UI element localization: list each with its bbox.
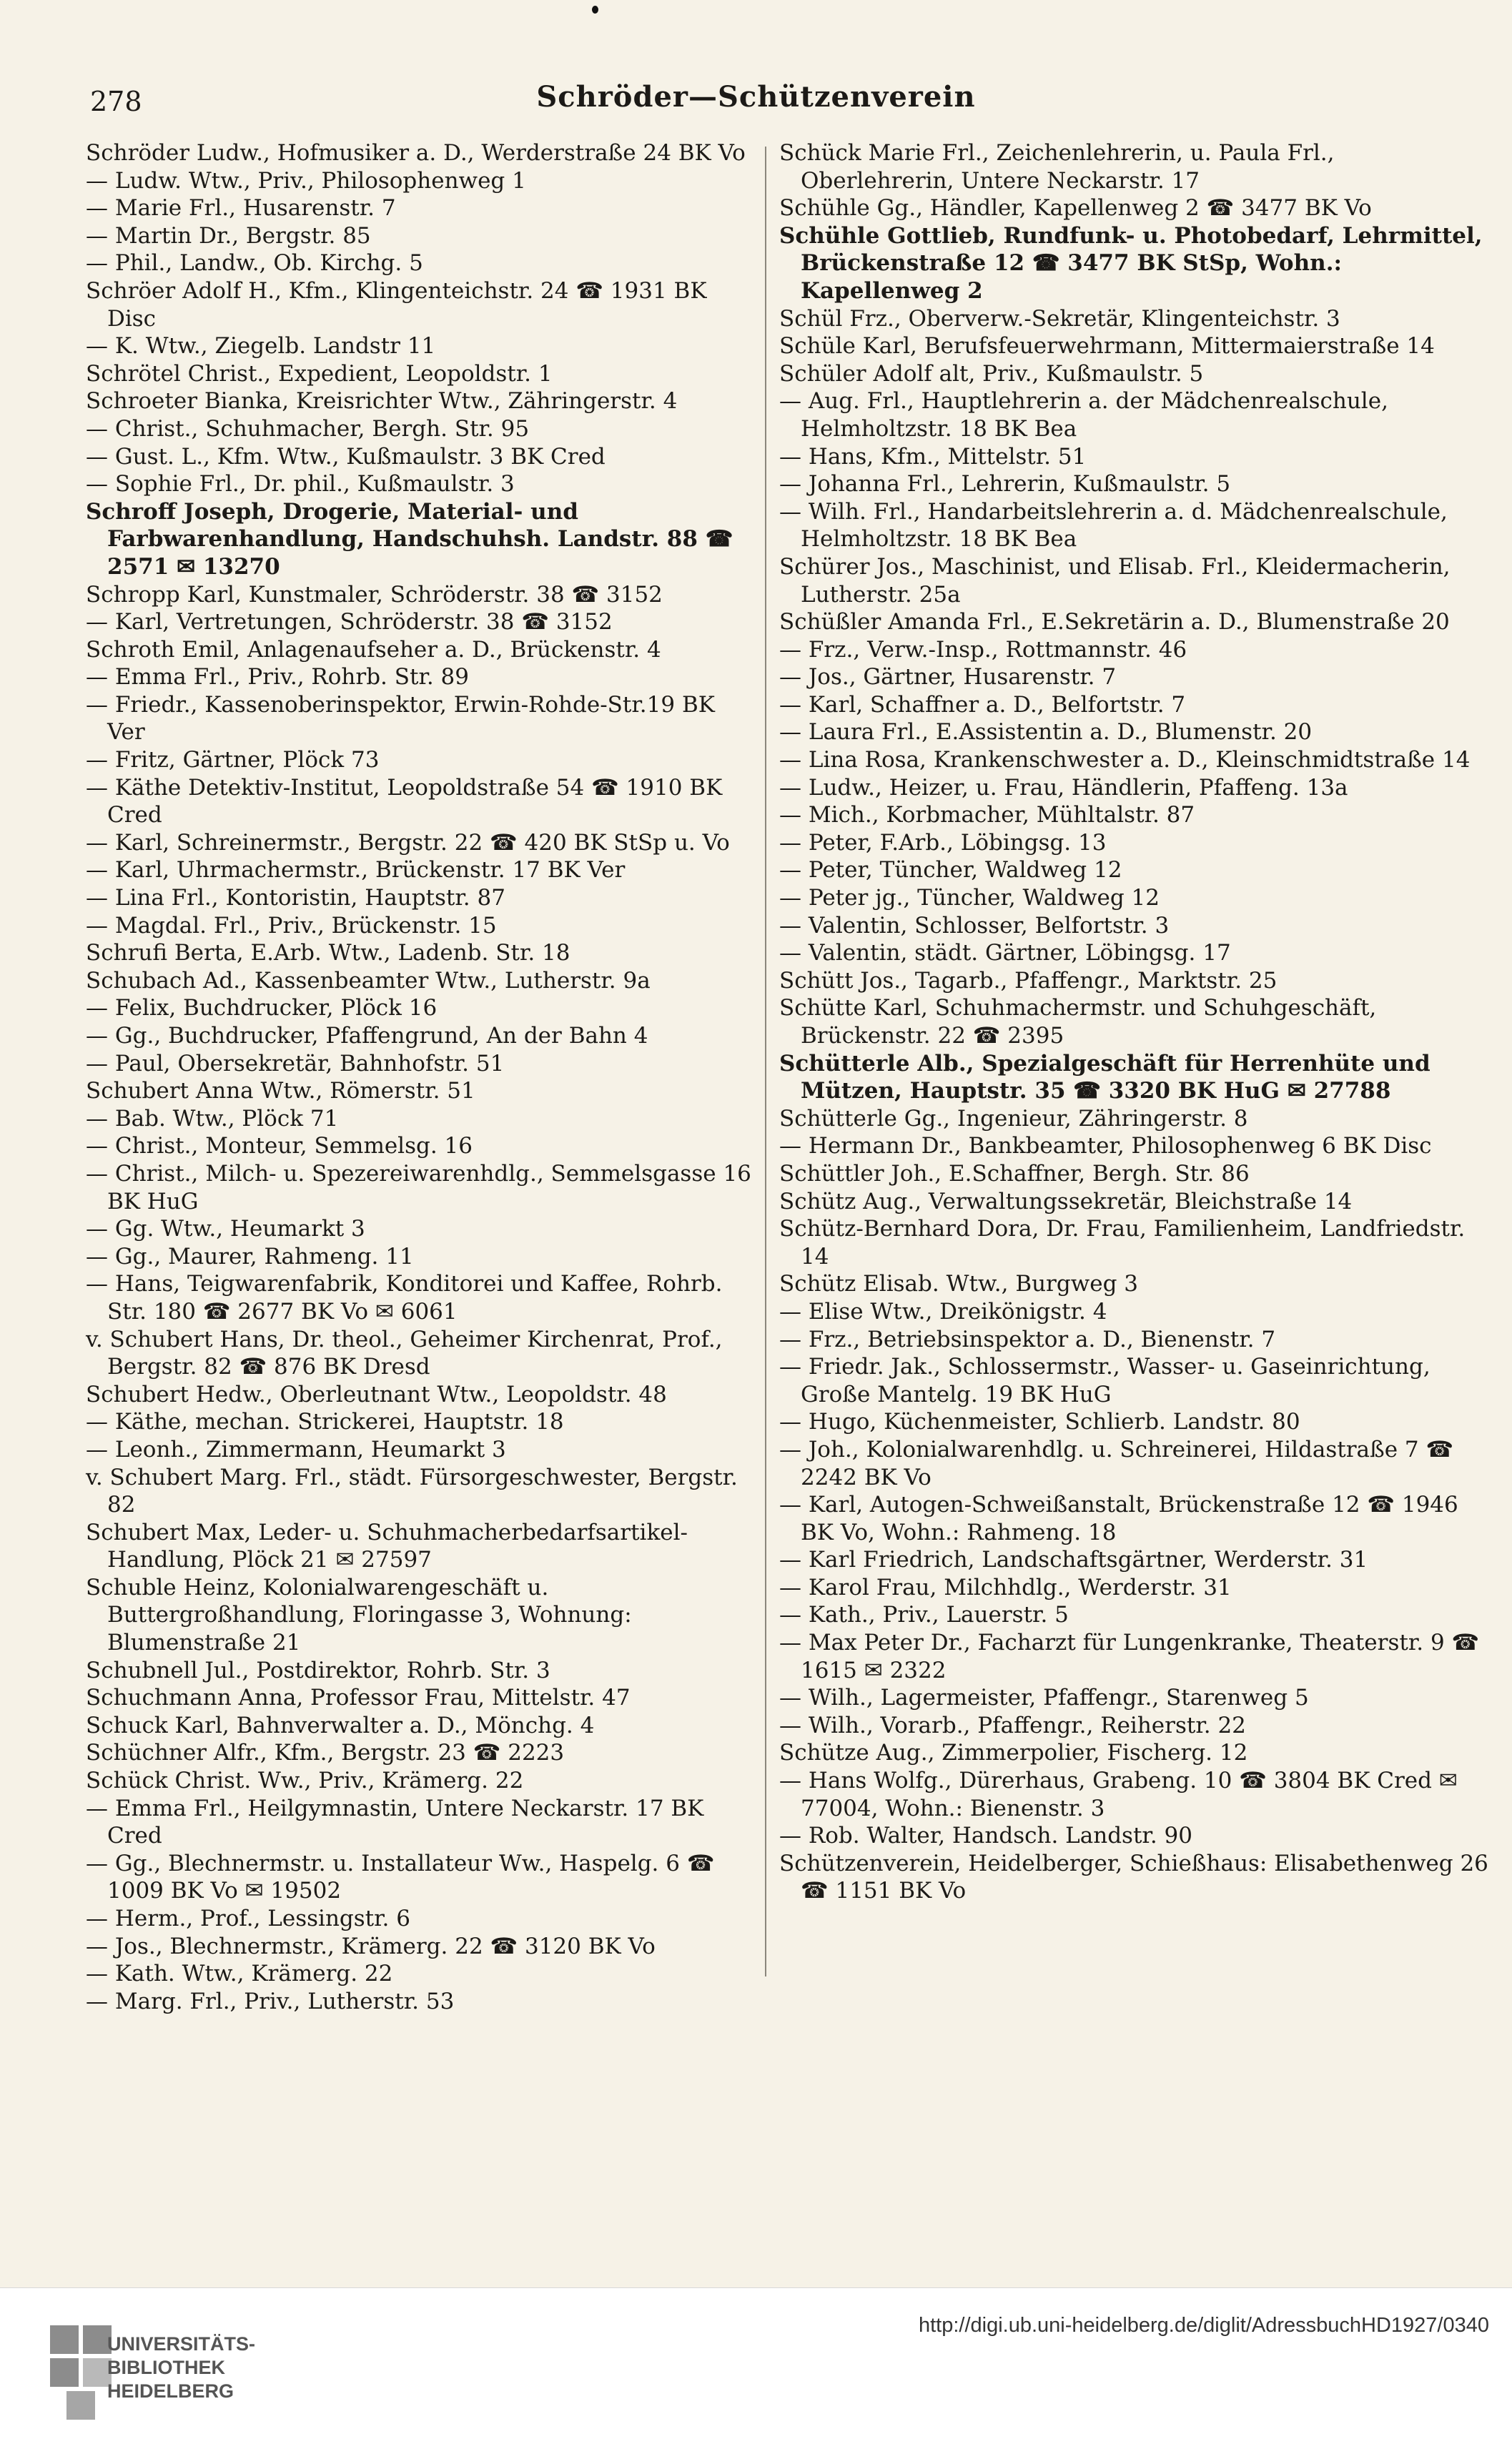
directory-entry (779, 1546, 1491, 1574)
entry-text: — Kath., Priv., Lauerstr. 5 (779, 1602, 1069, 1628)
entry-text: — Christ., Monteur, Semmelsg. 16 (86, 1133, 473, 1159)
entry-text: Schrufi Berta, E.Arb. Wtw., Ladenb. Str. 18 (86, 940, 570, 966)
directory-entry (86, 1850, 758, 1905)
directory-entry (86, 1381, 758, 1409)
directory-entry (86, 1326, 758, 1381)
directory-entry (86, 1712, 758, 1740)
directory-entry (779, 1850, 1491, 1905)
directory-entry (779, 222, 1491, 305)
entry-text: — Jos., Blechnermstr., Krämerg. 22 ☎ 3120 BK Vo (86, 1933, 656, 1959)
directory-entry (86, 222, 758, 250)
library-name-line: UNIVERSITÄTS- (107, 2333, 256, 2355)
library-name-line: HEIDELBERG (107, 2380, 234, 2402)
entry-text: — Hugo, Küchenmeister, Schlierb. Landstr. 80 (779, 1409, 1300, 1435)
directory-entry (779, 884, 1491, 912)
directory-entry (86, 1739, 758, 1767)
directory-entry (86, 1574, 758, 1657)
entry-text: Schrötel Christ., Expedient, Leopoldstr. 1 (86, 360, 553, 387)
directory-entry (779, 332, 1491, 360)
directory-entry (86, 1270, 758, 1325)
entry-text: Schütz-Bernhard Dora, Dr. Frau, Familienheim, Landfriedstr. 14 (779, 1216, 1466, 1270)
entry-text: — Karl, Schaffner a. D., Belfortstr. 7 (779, 691, 1186, 718)
entry-text: — Rob. Walter, Handsch. Landstr. 90 (779, 1823, 1192, 1849)
directory-entry (86, 663, 758, 691)
directory-entry (779, 1822, 1491, 1850)
directory-entry (86, 360, 758, 388)
entry-text: — Friedr. Jak., Schlossermstr., Wasser- u. Gaseinrichtung, Große Mantelg. 19 BK HuG (779, 1354, 1431, 1407)
entry-text: Schütze Aug., Zimmerpolier, Fischerg. 12 (779, 1740, 1248, 1766)
directory-entry (779, 1160, 1491, 1188)
directory-entry (779, 1601, 1491, 1629)
directory-entry (779, 387, 1491, 442)
entry-text: — Gg., Buchdrucker, Pfaffengrund, An der Bahn 4 (86, 1023, 648, 1049)
directory-entry (779, 746, 1491, 774)
directory-entry (86, 194, 758, 222)
entry-text: Schuchmann Anna, Professor Frau, Mittelstr. 47 (86, 1685, 631, 1711)
entry-text: — Karol Frau, Milchhdlg., Werderstr. 31 (779, 1574, 1232, 1600)
entry-text: — Peter, Tüncher, Waldweg 12 (779, 857, 1122, 884)
directory-entry (86, 167, 758, 195)
entry-text: Schuble Heinz, Kolonialwarengeschäft u. Buttergroßhandlung, Floringasse 3, Wohnung: Blumenstraße 21 (86, 1574, 632, 1656)
entry-text: — Hans Wolfg., Dürerhaus, Grabeng. 10 ☎ 3804 BK Cred ✉ 77004, Wohn.: Bienenstr. 3 (779, 1768, 1458, 1821)
entry-text: Schüttler Joh., E.Schaffner, Bergh. Str. 86 (779, 1160, 1250, 1187)
entry-text: — K. Wtw., Ziegelb. Landstr 11 (86, 333, 436, 360)
entry-text: — Peter, F.Arb., Löbingsg. 13 (779, 829, 1107, 856)
entry-text: — Marie Frl., Husarenstr. 7 (86, 195, 396, 222)
entry-text: — Phil., Landw., Ob. Kirchg. 5 (86, 250, 423, 277)
directory-entry (86, 746, 758, 774)
directory-entry (779, 1215, 1491, 1270)
entry-text: — Peter jg., Tüncher, Waldweg 12 (779, 885, 1160, 911)
entry-text: Schürer Jos., Maschinist, und Elisab. Frl., Kleidermacherin, Lutherstr. 25a (779, 553, 1451, 608)
entry-text: Schützenverein, Heidelberger, Schießhaus: Elisabethenweg 26 ☎ 1151 BK Vo (779, 1850, 1488, 1904)
entry-text: — Ludw. Wtw., Priv., Philosophenweg 1 (86, 167, 526, 194)
directory-entry (86, 1160, 758, 1215)
directory-entry (779, 1353, 1491, 1408)
directory-entry (779, 663, 1491, 691)
entry-text: — Gg., Blechnermstr. u. Installateur Ww., Haspelg. 6 ☎ 1009 BK Vo ✉ 19502 (86, 1850, 715, 1904)
directory-entry (86, 1933, 758, 1961)
entry-text: Schubach Ad., Kassenbeamter Wtw., Lutherstr. 9a (86, 967, 651, 994)
ink-dot (592, 6, 598, 14)
directory-entry (779, 691, 1491, 719)
entry-text: Schütterle Gg., Ingenieur, Zähringerstr. 8 (779, 1105, 1248, 1132)
directory-entry (86, 1684, 758, 1712)
directory-entry (779, 1270, 1491, 1298)
entry-text: — Johanna Frl., Lehrerin, Kußmaulstr. 5 (779, 471, 1231, 498)
entry-text: — Karl, Schreinermstr., Bergstr. 22 ☎ 420 BK StSp u. Vo (86, 829, 730, 856)
entry-text: — Valentin, Schlosser, Belfortstr. 3 (779, 912, 1170, 939)
entry-text: Schühle Gg., Händler, Kapellenweg 2 ☎ 3477 BK Vo (779, 195, 1372, 222)
directory-entry (86, 249, 758, 277)
directory-entry (86, 1464, 758, 1519)
directory-entry (779, 139, 1491, 194)
directory-entry (779, 443, 1491, 471)
directory-entry (779, 1436, 1491, 1491)
entry-text: Schück Christ. Ww., Priv., Krämerg. 22 (86, 1768, 524, 1794)
directory-entry (86, 1050, 758, 1078)
entry-text: — Frz., Verw.-Insp., Rottmannstr. 46 (779, 636, 1187, 663)
directory-entry (86, 1077, 758, 1105)
directory-entry (86, 939, 758, 967)
directory-entry (86, 1436, 758, 1464)
entry-text: — Max Peter Dr., Facharzt für Lungenkranke, Theaterstr. 9 ☎ 1615 ✉ 2322 (779, 1630, 1480, 1683)
entry-text: — Karl, Uhrmachermstr., Brückenstr. 17 BK Ver (86, 857, 626, 884)
directory-entry (86, 912, 758, 940)
directory-entry (779, 856, 1491, 884)
entry-text: — Fritz, Gärtner, Plöck 73 (86, 747, 380, 773)
entry-text: — Joh., Kolonialwarenhdlg. u. Schreinerei, Hildastraße 7 ☎ 2242 BK Vo (779, 1436, 1454, 1490)
entry-text: — Hans, Teigwarenfabrik, Konditorei und Kaffee, Rohrb. Str. 180 ☎ 2677 BK Vo ✉ 6061 (86, 1271, 723, 1325)
entry-text: — Herm., Prof., Lessingstr. 6 (86, 1906, 410, 1931)
entry-text: — Wilh., Vorarb., Pfaffengr., Reiherstr. 22 (779, 1712, 1246, 1738)
directory-entry (86, 1988, 758, 2016)
directory-entry (86, 1105, 758, 1133)
directory-entry (86, 967, 758, 995)
entry-text: Schubert Hedw., Oberleutnant Wtw., Leopoldstr. 48 (86, 1381, 667, 1407)
directory-entry (86, 1905, 758, 1933)
entry-text: Schröder Ludw., Hofmusiker a. D., Werderstraße 24 BK Vo (86, 140, 746, 166)
directory-entry (86, 774, 758, 829)
directory-entry (86, 608, 758, 636)
directory-entry (86, 884, 758, 912)
directory-entry (779, 1132, 1491, 1160)
directory-entry (779, 1326, 1491, 1354)
directory-entry (779, 553, 1491, 608)
directory-entry (86, 1132, 758, 1160)
entry-text: — Elise Wtw., Dreikönigstr. 4 (779, 1298, 1107, 1325)
directory-entry (779, 801, 1491, 829)
entry-text: Schropp Karl, Kunstmaler, Schröderstr. 38 ☎ 3152 (86, 581, 663, 608)
entry-text: — Mich., Korbmacher, Mühltalstr. 87 (779, 802, 1195, 828)
directory-entry (779, 608, 1491, 636)
entry-text: Schück Marie Frl., Zeichenlehrerin, u. Paula Frl., Oberlehrerin, Untere Neckarstr. 17 (779, 140, 1335, 194)
page-number: 278 (90, 86, 142, 117)
entry-text: — Käthe Detektiv-Institut, Leopoldstraße 54 ☎ 1910 BK Cred (86, 774, 723, 828)
directory-entry (86, 1243, 758, 1271)
entry-text: — Leonh., Zimmermann, Heumarkt 3 (86, 1436, 506, 1463)
entry-text: — Laura Frl., E.Assistentin a. D., Blumenstr. 20 (779, 719, 1313, 746)
directory-entry (779, 912, 1491, 940)
entry-text: — Wilh., Lagermeister, Pfaffengr., Starenweg 5 (779, 1685, 1309, 1711)
left-column (86, 139, 758, 2015)
entry-text: — Hermann Dr., Bankbeamter, Philosophenweg 6 BK Disc (779, 1133, 1432, 1159)
entry-text: — Magdal. Frl., Priv., Brückenstr. 15 (86, 912, 497, 939)
entry-text: — Wilh. Frl., Handarbeitslehrerin a. d. Mädchenrealschule, Helmholtzstr. 18 BK Bea (779, 498, 1448, 553)
directory-entry (86, 1795, 758, 1850)
entry-text: Schubert Anna Wtw., Römerstr. 51 (86, 1078, 475, 1104)
directory-entry (779, 1684, 1491, 1712)
entry-text: Schütt Jos., Tagarb., Pfaffengr., Marktstr. 25 (779, 967, 1278, 994)
entry-text: Schütte Karl, Schuhmachermstr. und Schuhgeschäft, Brückenstr. 22 ☎ 2395 (779, 995, 1377, 1049)
directory-entry (86, 498, 758, 581)
entry-text: — Christ., Milch- u. Spezereiwarenhdlg., Semmelsgasse 16 BK HuG (86, 1160, 751, 1214)
directory-entry (779, 1298, 1491, 1326)
directory-entry (779, 305, 1491, 333)
entry-text: Schüler Adolf alt, Priv., Kußmaulstr. 5 (779, 360, 1204, 387)
entry-text: — Sophie Frl., Dr. phil., Kußmaulstr. 3 (86, 471, 515, 498)
entry-text: — Kath. Wtw., Krämerg. 22 (86, 1961, 393, 1987)
entry-text: — Käthe, mechan. Strickerei, Hauptstr. 18 (86, 1409, 564, 1435)
directory-entry (86, 470, 758, 498)
entry-text: Schroth Emil, Anlagenaufseher a. D., Brückenstr. 4 (86, 636, 661, 663)
directory-entry (86, 1767, 758, 1795)
directory-entry (86, 1215, 758, 1243)
directory-entry (779, 360, 1491, 388)
directory-entry (86, 636, 758, 664)
entry-text: — Bab. Wtw., Plöck 71 (86, 1105, 339, 1132)
directory-entry (779, 470, 1491, 498)
directory-entry (86, 994, 758, 1022)
entry-text: Schubnell Jul., Postdirektor, Rohrb. Str. 3 (86, 1657, 550, 1683)
entry-text: Schüßler Amanda Frl., E.Sekretärin a. D., Blumenstraße 20 (779, 609, 1450, 635)
entry-text: — Marg. Frl., Priv., Lutherstr. 53 (86, 1988, 455, 2014)
directory-entry (86, 415, 758, 443)
directory-entry (86, 856, 758, 884)
entry-text: — Aug. Frl., Hauptlehrerin a. der Mädchenrealschule, Helmholtzstr. 18 BK Bea (779, 388, 1388, 442)
entry-text: Schüle Karl, Berufsfeuerwehrmann, Mittermaierstraße 14 (779, 333, 1435, 360)
entry-text: Schroeter Bianka, Kreisrichter Wtw., Zähringerstr. 4 (86, 388, 678, 415)
entry-text: — Gg., Maurer, Rahmeng. 11 (86, 1243, 414, 1270)
entry-text: v. Schubert Marg. Frl., städt. Fürsorgeschwester, Bergstr. 82 (86, 1464, 738, 1518)
entry-text: — Karl, Autogen-Schweißanstalt, Brückenstraße 12 ☎ 1946 BK Vo, Wohn.: Rahmeng. 18 (779, 1492, 1458, 1545)
right-column (779, 139, 1491, 1905)
directory-entry (86, 1408, 758, 1436)
entry-text: — Emma Frl., Priv., Rohrb. Str. 89 (86, 664, 470, 691)
directory-entry (779, 774, 1491, 802)
directory-entry (86, 1657, 758, 1685)
directory-entry (86, 1022, 758, 1050)
entry-text: — Lina Rosa, Krankenschwester a. D., Kleinschmidtstraße 14 (779, 747, 1471, 773)
directory-entry (779, 1629, 1491, 1684)
directory-entry (86, 277, 758, 332)
directory-entry (779, 1712, 1491, 1740)
directory-entry (779, 1767, 1491, 1822)
entry-text: Schüchner Alfr., Kfm., Bergstr. 23 ☎ 2223 (86, 1740, 565, 1766)
entry-text: — Ludw., Heizer, u. Frau, Händlerin, Pfaffeng. 13a (779, 774, 1348, 801)
directory-entry (779, 1739, 1491, 1767)
entry-text: — Friedr., Kassenoberinspektor, Erwin-Rohde-Str.19 BK Ver (86, 691, 715, 746)
entry-text: — Karl, Vertretungen, Schröderstr. 38 ☎ 3152 (86, 609, 613, 635)
entry-text: Schütz Elisab. Wtw., Burgweg 3 (779, 1271, 1139, 1297)
directory-entry (86, 1519, 758, 1574)
library-name-line: BIBLIOTHEK (107, 2357, 225, 2378)
directory-entry (779, 498, 1491, 553)
entry-text: — Emma Frl., Heilgymnastin, Untere Neckarstr. 17 BK Cred (86, 1795, 704, 1849)
entry-text: — Paul, Obersekretär, Bahnhofstr. 51 (86, 1050, 505, 1077)
entry-text: Schubert Max, Leder- u. Schuhmacherbedarfsartikel-Handlung, Plöck 21 ✉ 27597 (86, 1519, 688, 1573)
entry-text: — Martin Dr., Bergstr. 85 (86, 222, 371, 249)
entry-text: — Frz., Betriebsinspektor a. D., Bienenstr. 7 (779, 1326, 1276, 1352)
library-name (107, 2332, 255, 2403)
entry-text: — Felix, Buchdrucker, Plöck 16 (86, 995, 438, 1021)
directory-entry (779, 1105, 1491, 1133)
entry-text: Schühle Gottlieb, Rundfunk- u. Photobedarf, Lehrmittel, Brückenstraße 12 ☎ 3477 BK StSp, Wohn.: Kapellenweg 2 (779, 222, 1483, 304)
entry-text: Schroff Joseph, Drogerie, Material- und Farbwarenhandlung, Handschuhsh. Landstr. 88 ☎ 2571 ✉ 13270 (86, 498, 733, 580)
directory-entry (779, 718, 1491, 746)
entry-text: v. Schubert Hans, Dr. theol., Geheimer Kirchenrat, Prof., Bergstr. 82 ☎ 876 BK Dresd (86, 1326, 723, 1380)
directory-entry (779, 1050, 1491, 1105)
entry-text: Schütterle Alb., Spezialgeschäft für Herrenhüte und Mützen, Hauptstr. 35 ☎ 3320 BK HuG ✉ 27788 (779, 1050, 1431, 1104)
directory-entry (779, 829, 1491, 857)
entry-text: Schül Frz., Oberverw.-Sekretär, Klingenteichstr. 3 (779, 305, 1340, 332)
directory-entry (86, 1960, 758, 1988)
directory-entry (86, 139, 758, 167)
entry-text: — Valentin, städt. Gärtner, Löbingsg. 17 (779, 940, 1231, 966)
entry-text: — Gust. L., Kfm. Wtw., Kußmaulstr. 3 BK Cred (86, 443, 606, 470)
source-url-link[interactable]: http://digi.ub.uni-heidelberg.de/diglit/AdressbuchHD1927/0340 (918, 2314, 1489, 2337)
entry-text: — Hans, Kfm., Mittelstr. 51 (779, 443, 1087, 470)
entry-text: Schütz Aug., Verwaltungssekretär, Bleichstraße 14 (779, 1188, 1353, 1214)
column-divider (765, 147, 766, 1976)
entry-text: Schröer Adolf H., Kfm., Klingenteichstr. 24 ☎ 1931 BK Disc (86, 277, 707, 332)
running-title: Schröder—Schützenverein (536, 80, 976, 114)
entry-text: — Lina Frl., Kontoristin, Hauptstr. 87 (86, 885, 505, 911)
entry-text: Schuck Karl, Bahnverwalter a. D., Mönchg. 4 (86, 1712, 595, 1738)
entry-text: — Gg. Wtw., Heumarkt 3 (86, 1216, 365, 1242)
directory-entry (86, 829, 758, 857)
directory-entry (779, 1188, 1491, 1216)
directory-entry (86, 581, 758, 609)
directory-entry (779, 194, 1491, 222)
directory-entry (779, 939, 1491, 967)
directory-entry (779, 994, 1491, 1049)
entry-text: — Karl Friedrich, Landschaftsgärtner, Werderstr. 31 (779, 1547, 1368, 1573)
directory-entry (779, 1574, 1491, 1602)
entry-text: — Christ., Schuhmacher, Bergh. Str. 95 (86, 415, 530, 442)
directory-entry (86, 691, 758, 746)
directory-entry (86, 332, 758, 360)
entry-text: — Jos., Gärtner, Husarenstr. 7 (779, 664, 1117, 691)
directory-entry (779, 636, 1491, 664)
directory-entry (779, 1491, 1491, 1546)
directory-entry (779, 967, 1491, 995)
viewer-footer (0, 2287, 1512, 2464)
directory-entry (779, 1408, 1491, 1436)
directory-entry (86, 443, 758, 471)
directory-entry (86, 387, 758, 415)
